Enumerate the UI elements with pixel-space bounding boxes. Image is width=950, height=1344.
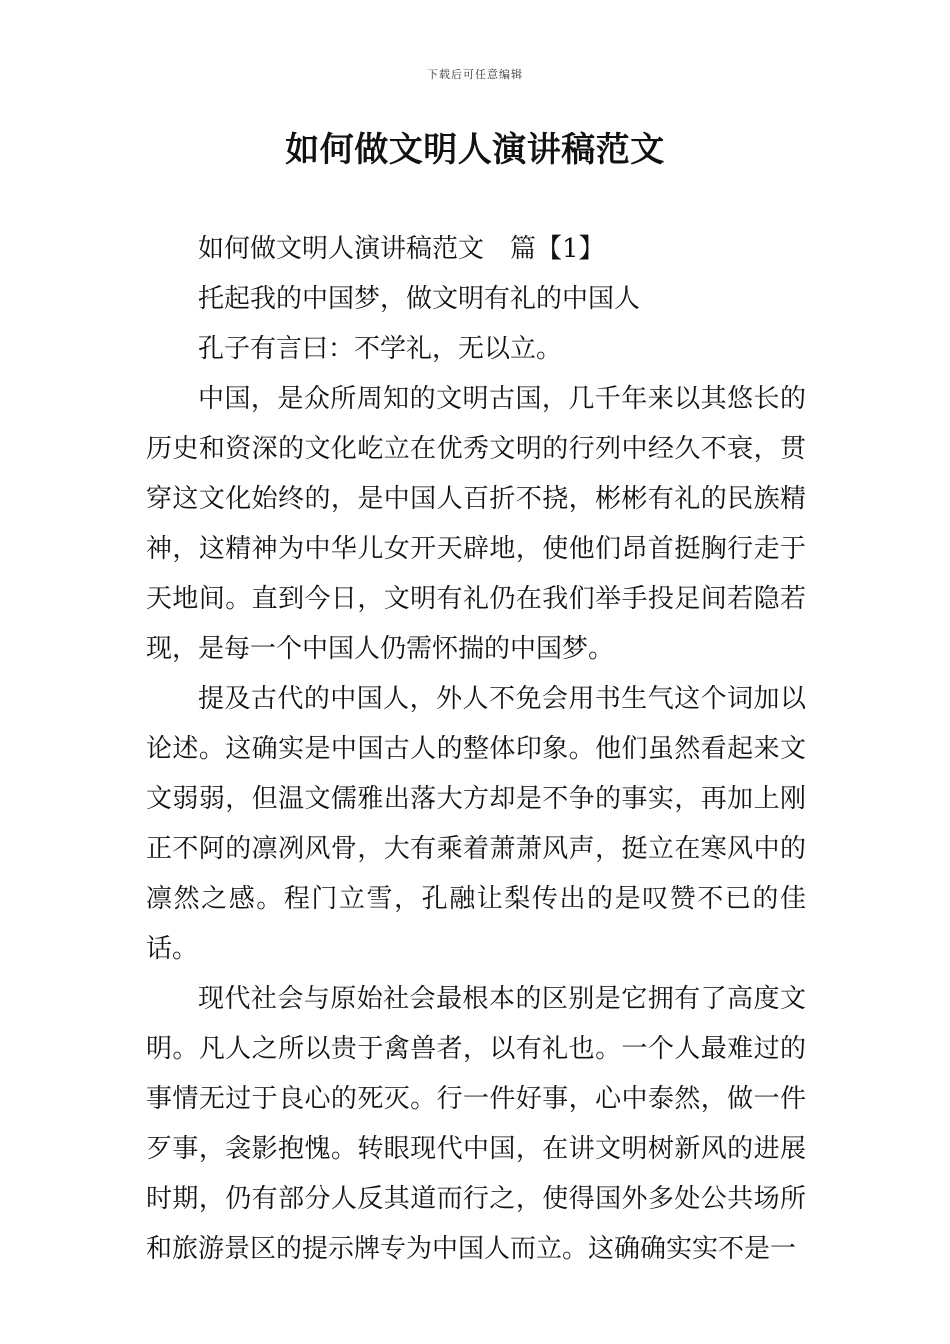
document-title: 如何做文明人演讲稿范文 — [285, 130, 665, 170]
paragraph-section-heading: 如何做文明人演讲稿范文 篇【1】 — [198, 234, 605, 264]
header-note: 下载后可任意编辑 — [427, 68, 523, 81]
paragraph: 提及古代的中国人，外人不免会用书生气这个词加以论述。这确实是中国古人的整体印象。他们虽然看起来文文弱弱，但温文儒雅出落大方却是不争的事实，再加上刚正不阿的凛冽风骨，大有乘着萧萧风声，挺立在寒风中的凛然之感。程门立雪，孔融让梨传出的是叹赞不已的佳话。 — [146, 684, 806, 964]
paragraph: 现代社会与原始社会最根本的区别是它拥有了高度文明。凡人之所以贵于禽兽者，以有礼也。一个人最难过的事情无过于良心的死灭。行一件好事，心中泰然，做一件歹事，衾影抱愧。转眼现代中国，在讲文明树新风的进展时期，仍有部分人反其道而行之，使得国外多处公共场所和旅游景区的提示牌专为中国人而立。这确确实实不是一 — [146, 984, 806, 1264]
paragraph: 中国，是众所周知的文明古国，几千年来以其悠长的历史和资深的文化屹立在优秀文明的行列中经久不衰，贯穿这文化始终的，是中国人百折不挠，彬彬有礼的民族精神，这精神为中华儿女开天辟地，使他们昂首挺胸行走于天地间。直到今日，文明有礼仍在我们举手投足间若隐若现，是每一个中国人仍需怀揣的中国梦。 — [146, 384, 806, 664]
paragraph-quote: 孔子有言曰：不学礼，无以立。 — [198, 334, 563, 364]
document-body — [146, 224, 806, 1274]
paragraph-subtitle: 托起我的中国梦，做文明有礼的中国人 — [198, 284, 641, 314]
